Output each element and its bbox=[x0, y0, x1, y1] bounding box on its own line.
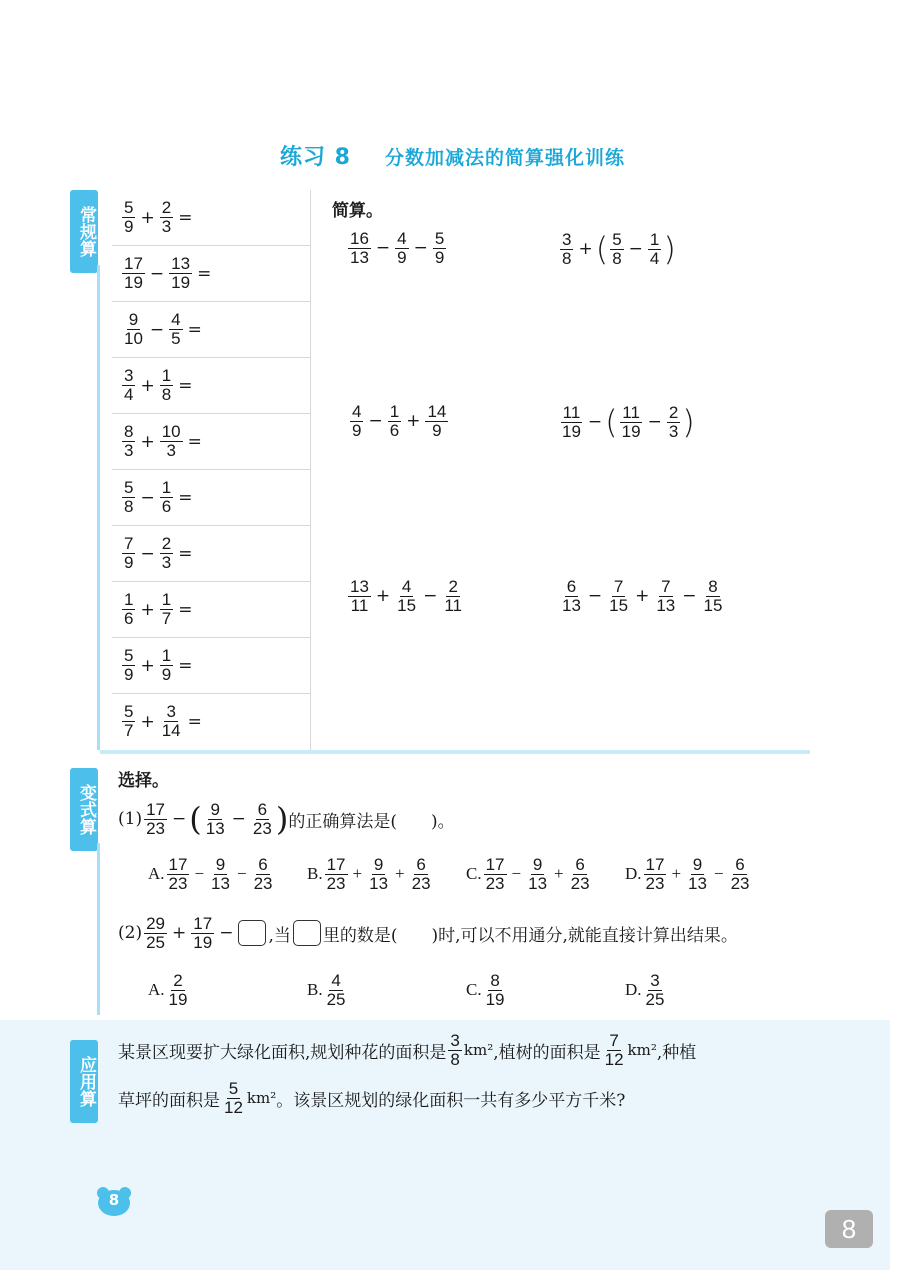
fraction: $\frac{2}{3}$ bbox=[668, 402, 679, 441]
fraction: $\frac{3}{8}$ bbox=[450, 1031, 460, 1069]
question-1-suffix: 的正确算法是( )。 bbox=[288, 811, 455, 832]
parenthesis: ( bbox=[605, 403, 618, 441]
fraction: $\frac{17}{19}$ bbox=[193, 914, 213, 952]
equals-sign: = bbox=[178, 375, 193, 396]
operator: + bbox=[671, 864, 682, 884]
operator: + bbox=[395, 864, 405, 884]
equals-sign: = bbox=[187, 711, 202, 732]
fraction: $\frac{2}{19}$ bbox=[168, 971, 188, 1009]
fraction: $\frac{17}{19}$ bbox=[124, 254, 143, 292]
question-1 bbox=[118, 800, 455, 838]
fraction: $\frac{1}{7}$ bbox=[161, 590, 172, 628]
fraction: $\frac{4}{9}$ bbox=[397, 229, 407, 267]
operator: + bbox=[554, 864, 564, 884]
unit: km² bbox=[463, 1041, 494, 1060]
question-2-mid: ,当 bbox=[268, 925, 291, 946]
fraction: $\frac{5}{8}$ bbox=[124, 478, 134, 516]
fraction: $\frac{13}{11}$ bbox=[350, 577, 369, 615]
option-a bbox=[148, 972, 191, 1009]
operator: + bbox=[140, 599, 155, 620]
equals-sign: = bbox=[197, 263, 212, 284]
fraction: $\frac{7}{15}$ bbox=[609, 577, 629, 615]
quick-calc-row bbox=[112, 414, 310, 470]
question-2-suffix: 里的数是( )时,可以不用通分,就能直接计算出结果。 bbox=[322, 925, 738, 946]
fraction: $\frac{4}{25}$ bbox=[326, 971, 346, 1009]
operator: + bbox=[140, 711, 155, 732]
equals-sign: = bbox=[178, 655, 193, 676]
question-2-expr bbox=[142, 915, 236, 952]
simplify-expr-3 bbox=[348, 403, 450, 440]
question-1-expr bbox=[142, 800, 288, 838]
fraction: $\frac{17}{23}$ bbox=[168, 855, 188, 893]
operator: − bbox=[587, 586, 603, 607]
fraction: $\frac{5}{9}$ bbox=[124, 646, 134, 684]
operator: − bbox=[628, 239, 643, 259]
quick-calc-row bbox=[112, 582, 310, 638]
fraction: $\frac{11}{19}$ bbox=[562, 402, 581, 441]
fraction: $\frac{6}{13}$ bbox=[562, 577, 581, 615]
fraction: $\frac{8}{3}$ bbox=[124, 422, 134, 460]
answer-box bbox=[238, 920, 266, 946]
fraction: $\frac{6}{23}$ bbox=[411, 855, 431, 893]
applied-text: 某景区现要扩大绿化面积,规划种花的面积是 bbox=[118, 1042, 447, 1063]
fraction: $\frac{6}{23}$ bbox=[253, 855, 273, 893]
fraction: $\frac{13}{19}$ bbox=[171, 254, 191, 292]
applied-line-1 bbox=[118, 1032, 696, 1069]
fraction: $\frac{5}{12}$ bbox=[224, 1079, 243, 1117]
option-b bbox=[307, 972, 350, 1009]
fraction: $\frac{1}{9}$ bbox=[161, 646, 172, 684]
option-label: C. bbox=[466, 864, 482, 884]
option-label: A. bbox=[148, 864, 165, 884]
operator: − bbox=[511, 864, 522, 884]
operator: + bbox=[140, 655, 155, 676]
option-d bbox=[625, 972, 668, 1009]
simplify-expr-6 bbox=[558, 578, 726, 615]
applied-text: 草坪的面积是 bbox=[118, 1090, 220, 1111]
applied-line-2 bbox=[118, 1080, 625, 1117]
fraction: $\frac{9}{13}$ bbox=[369, 855, 389, 893]
fraction: $\frac{7}{12}$ bbox=[604, 1031, 624, 1069]
fraction: $\frac{6}{23}$ bbox=[252, 799, 272, 838]
equals-sign: = bbox=[178, 599, 193, 620]
fraction: $\frac{2}{3}$ bbox=[161, 198, 172, 236]
applied-text: ,种植 bbox=[656, 1042, 697, 1063]
operator: − bbox=[140, 487, 155, 508]
operator: + bbox=[352, 864, 363, 884]
option-label: D. bbox=[625, 864, 642, 884]
fraction: $\frac{16}{13}$ bbox=[350, 229, 369, 267]
operator: + bbox=[140, 375, 155, 396]
exercise-number: 练习 8 bbox=[280, 145, 351, 170]
equals-sign: = bbox=[178, 487, 193, 508]
quick-calc-row bbox=[112, 302, 310, 358]
option-label: B. bbox=[307, 980, 323, 1000]
fraction: $\frac{1}{6}$ bbox=[389, 402, 400, 440]
fraction: $\frac{10}{3}$ bbox=[161, 422, 181, 460]
fraction: $\frac{9}{13}$ bbox=[688, 855, 707, 893]
exercise-title: 分数加减法的简算强化训练 bbox=[384, 147, 625, 169]
operator: − bbox=[236, 864, 247, 884]
fraction: $\frac{6}{23}$ bbox=[570, 855, 590, 893]
simplify-heading: 简算。 bbox=[332, 201, 383, 221]
operator: + bbox=[140, 207, 155, 228]
fraction: $\frac{2}{11}$ bbox=[444, 577, 462, 615]
fraction: $\frac{2}{3}$ bbox=[161, 534, 172, 572]
parenthesis: ) bbox=[275, 800, 289, 838]
operator: − bbox=[682, 586, 697, 607]
fraction: $\frac{4}{5}$ bbox=[171, 310, 181, 348]
fraction: $\frac{6}{23}$ bbox=[730, 855, 750, 893]
fraction: $\frac{3}{8}$ bbox=[562, 229, 572, 268]
option-label: B. bbox=[307, 864, 323, 884]
tab-regular: 常规算 bbox=[70, 190, 98, 273]
fraction: $\frac{3}{14}$ bbox=[161, 702, 181, 740]
page-title bbox=[0, 140, 905, 171]
fraction: $\frac{4}{15}$ bbox=[397, 577, 417, 615]
fraction: $\frac{5}{9}$ bbox=[124, 198, 134, 236]
answer-box bbox=[293, 920, 321, 946]
badge-number: 8 bbox=[108, 1191, 120, 1209]
fraction: $\frac{7}{9}$ bbox=[124, 534, 134, 572]
fraction: $\frac{17}{23}$ bbox=[326, 855, 346, 893]
parenthesis: ( bbox=[189, 800, 202, 838]
quick-calc-row bbox=[112, 358, 310, 414]
simplify-expr-5 bbox=[346, 578, 466, 615]
fraction: $\frac{7}{13}$ bbox=[656, 577, 676, 615]
fraction: $\frac{9}{13}$ bbox=[205, 799, 225, 838]
fraction: $\frac{14}{9}$ bbox=[427, 402, 447, 440]
section-line-regular bbox=[97, 265, 100, 750]
fraction: $\frac{1}{6}$ bbox=[161, 478, 172, 516]
operator: − bbox=[219, 923, 234, 944]
unit: km² bbox=[246, 1089, 277, 1108]
operator: − bbox=[140, 543, 155, 564]
equals-sign: = bbox=[187, 431, 202, 452]
simplify-expr-4 bbox=[558, 403, 695, 441]
quick-calc-row bbox=[112, 470, 310, 526]
operator: + bbox=[635, 586, 650, 607]
fraction: $\frac{3}{25}$ bbox=[645, 971, 665, 1009]
operator: − bbox=[713, 864, 724, 884]
choice-heading: 选择。 bbox=[118, 771, 169, 791]
fraction: $\frac{29}{25}$ bbox=[146, 914, 166, 952]
option-label: C. bbox=[466, 980, 482, 1000]
option-d bbox=[625, 856, 753, 893]
fraction: $\frac{11}{19}$ bbox=[621, 402, 641, 441]
fraction: $\frac{17}{23}$ bbox=[485, 855, 505, 893]
parenthesis: ) bbox=[682, 403, 695, 441]
operator: + bbox=[172, 923, 187, 944]
fraction: $\frac{8}{19}$ bbox=[485, 971, 505, 1009]
operator: − bbox=[172, 809, 187, 829]
quick-calc-row bbox=[112, 246, 310, 302]
applied-text: ,植树的面积是 bbox=[493, 1042, 601, 1063]
operator: − bbox=[423, 586, 438, 607]
option-c bbox=[466, 856, 594, 893]
operator: − bbox=[149, 319, 165, 340]
option-b bbox=[307, 856, 435, 893]
quick-calc-table bbox=[112, 190, 311, 752]
simplify-expr-2 bbox=[558, 230, 676, 268]
tab-applied: 应用算 bbox=[70, 1040, 98, 1123]
parenthesis: ) bbox=[663, 230, 676, 268]
question-2 bbox=[118, 915, 738, 952]
operator: − bbox=[587, 412, 603, 432]
fraction: $\frac{1}{8}$ bbox=[161, 366, 172, 404]
parenthesis: ( bbox=[595, 230, 609, 268]
fraction: $\frac{9}{13}$ bbox=[528, 855, 548, 893]
section-line-variant bbox=[97, 843, 100, 1015]
operator: − bbox=[413, 238, 428, 259]
quick-calc-row bbox=[112, 190, 310, 246]
operator: + bbox=[375, 586, 391, 607]
option-label: A. bbox=[148, 980, 165, 1000]
operator: − bbox=[149, 263, 165, 284]
fraction: $\frac{3}{4}$ bbox=[124, 366, 134, 404]
operator: + bbox=[406, 411, 421, 432]
operator: − bbox=[647, 412, 662, 432]
quick-calc-row bbox=[112, 694, 310, 749]
operator: − bbox=[194, 864, 205, 884]
fraction: $\frac{5}{9}$ bbox=[434, 229, 445, 267]
operator: − bbox=[231, 809, 246, 829]
fraction: $\frac{17}{23}$ bbox=[146, 799, 166, 838]
quick-calc-row bbox=[112, 526, 310, 582]
operator: − bbox=[368, 411, 383, 432]
unit: km² bbox=[627, 1041, 657, 1060]
bear-page-badge bbox=[96, 1185, 132, 1217]
operator: + bbox=[140, 431, 155, 452]
equals-sign: = bbox=[178, 543, 193, 564]
fraction: $\frac{1}{4}$ bbox=[649, 229, 660, 268]
page-number: 8 bbox=[825, 1210, 873, 1248]
applied-text: 。该景区规划的绿化面积一共有多少平方千米? bbox=[276, 1090, 626, 1111]
fraction: $\frac{4}{9}$ bbox=[352, 402, 362, 440]
option-a bbox=[148, 856, 276, 893]
fraction: $\frac{9}{10}$ bbox=[124, 310, 143, 348]
fraction: $\frac{5}{8}$ bbox=[612, 229, 622, 268]
fraction: $\frac{5}{7}$ bbox=[124, 702, 134, 740]
equals-sign: = bbox=[178, 207, 193, 228]
fraction: $\frac{9}{13}$ bbox=[211, 855, 230, 893]
section-divider bbox=[100, 750, 810, 754]
question-1-label: (1) bbox=[118, 809, 143, 829]
fraction: $\frac{8}{15}$ bbox=[703, 577, 723, 615]
tab-variant: 变式算 bbox=[70, 768, 98, 851]
operator: + bbox=[578, 239, 593, 259]
quick-calc-row bbox=[112, 638, 310, 694]
simplify-expr-1 bbox=[346, 230, 448, 267]
operator: − bbox=[375, 238, 391, 259]
equals-sign: = bbox=[187, 319, 202, 340]
question-2-label: (2) bbox=[118, 923, 143, 944]
option-c bbox=[466, 972, 509, 1009]
fraction: $\frac{1}{6}$ bbox=[124, 590, 134, 628]
option-label: D. bbox=[625, 980, 642, 1000]
fraction: $\frac{17}{23}$ bbox=[645, 855, 665, 893]
